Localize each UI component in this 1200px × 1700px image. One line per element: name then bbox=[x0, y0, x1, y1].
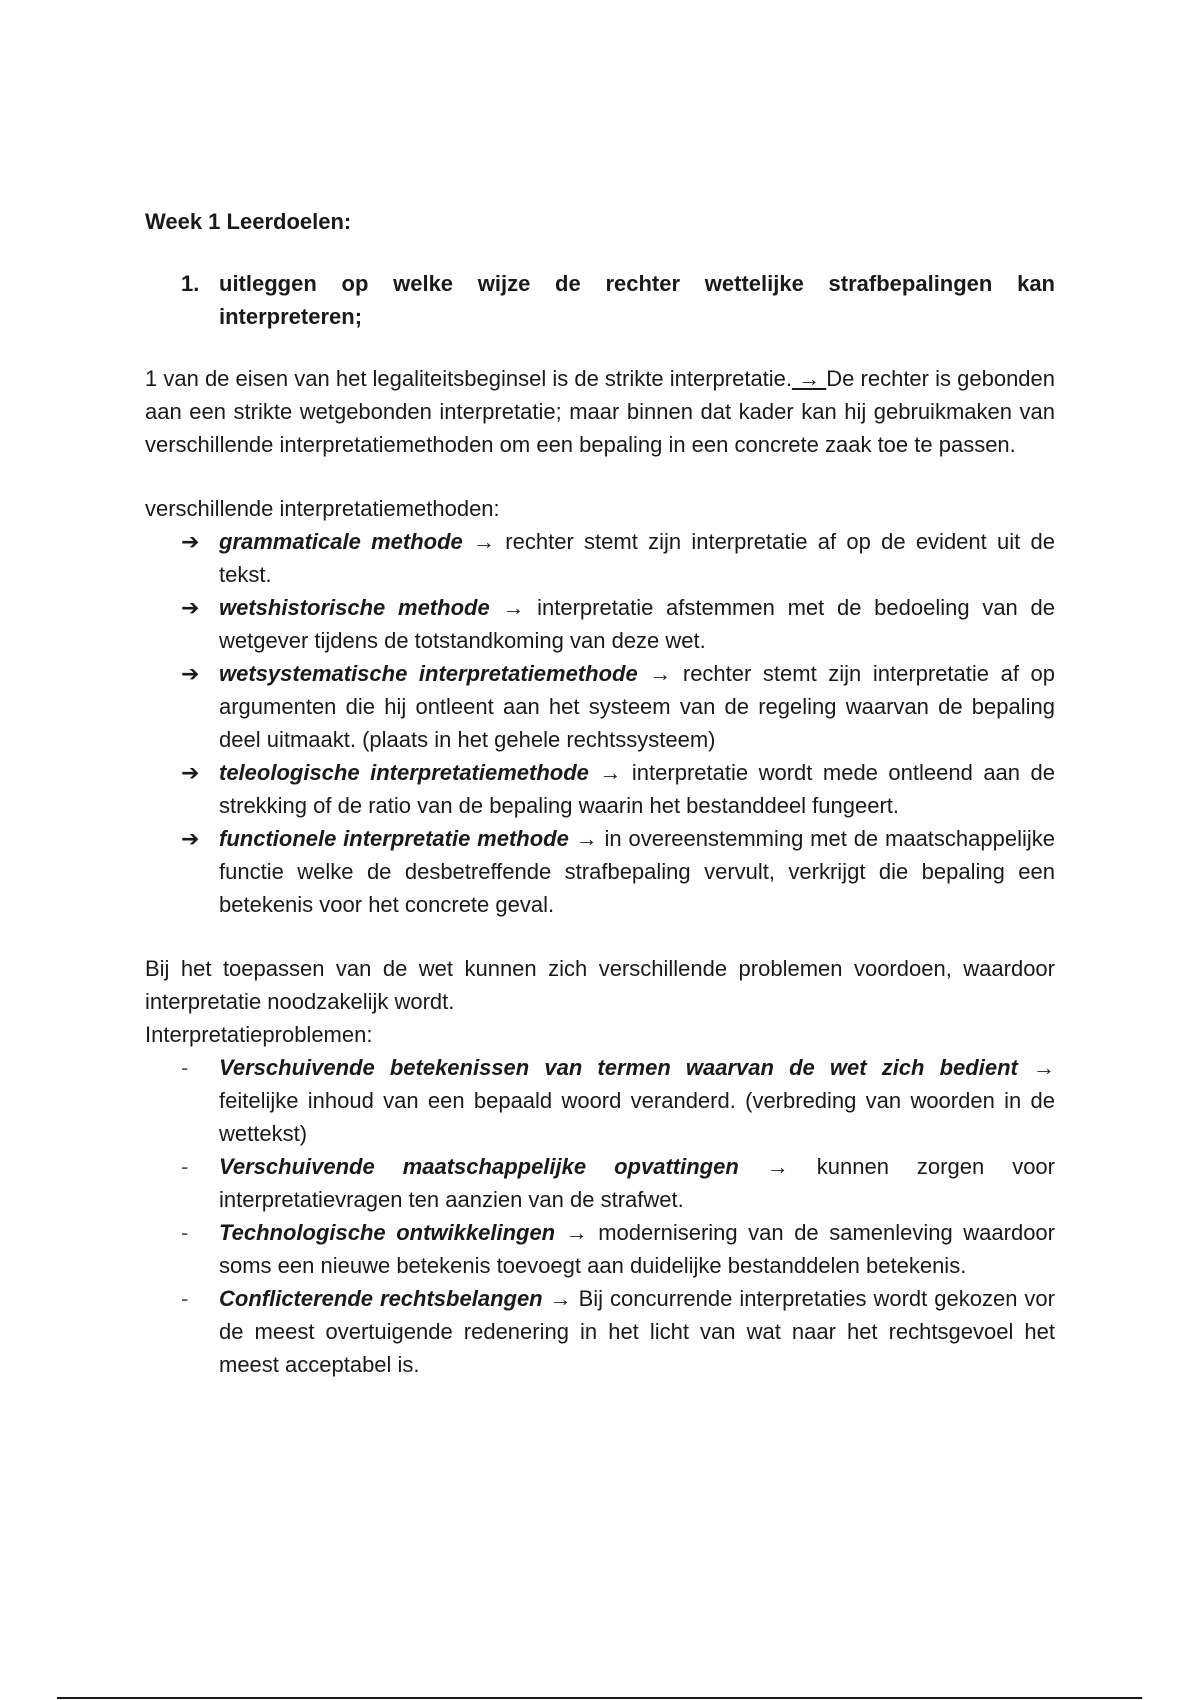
page-title: Week 1 Leerdoelen: bbox=[145, 209, 352, 234]
list-item bbox=[145, 1051, 1055, 1150]
problem-description: → Bij concurrende interpretaties wordt gekozen vor de meest overtuigende redenering in het licht van wat naar het rechtsgevoel het meest acceptabel is. bbox=[219, 1286, 1055, 1377]
method-description: → in overeenstemming met de maatschappelijke functie welke de desbetreffende strafbepaling vervult, verkrijgt die bepaling een betekenis voor het concrete geval. bbox=[219, 826, 1055, 917]
arrow-bullet-icon: ➔ bbox=[181, 595, 200, 620]
method-term: wetsystematische interpretatiemethode bbox=[219, 661, 638, 686]
methods-list bbox=[145, 525, 1055, 921]
method-term: functionele interpretatie methode bbox=[219, 826, 569, 851]
problem-description: → feitelijke inhoud van een bepaald woord veranderd. (verbreding van woorden in de wettekst) bbox=[219, 1055, 1055, 1146]
dash-bullet-icon: - bbox=[181, 1286, 189, 1311]
method-term: wetshistorische methode bbox=[219, 595, 490, 620]
list-item bbox=[145, 1150, 1055, 1216]
arrow-bullet-icon: ➔ bbox=[181, 760, 200, 785]
dash-bullet-icon: - bbox=[181, 1055, 189, 1080]
arrow-bullet-icon: ➔ bbox=[181, 661, 200, 686]
problems-list bbox=[145, 1051, 1055, 1381]
problem-term: Verschuivende betekenissen van termen waarvan de wet zich bedient bbox=[219, 1055, 1018, 1080]
list-item bbox=[145, 591, 1055, 657]
learning-goal-number: 1. bbox=[181, 271, 200, 296]
list-item bbox=[145, 525, 1055, 591]
list-item bbox=[145, 756, 1055, 822]
problem-term: Technologische ontwikkelingen bbox=[219, 1220, 556, 1245]
method-description: → rechter stemt zijn interpretatie af op argumenten die hij ontleent aan het systeem van de regeling waarvan de bepaling deel uitmaakt. (plaats in het gehele rechtssysteem) bbox=[219, 661, 1055, 752]
list-item bbox=[145, 1216, 1055, 1282]
methods-label: verschillende interpretatiemethoden: bbox=[145, 496, 500, 521]
arrow-bullet-icon: ➔ bbox=[181, 529, 200, 554]
method-description: → interpretatie afstemmen met de bedoeling van de wetgever tijdens de totstandkoming van deze wet. bbox=[219, 595, 1055, 653]
intro-paragraph bbox=[145, 362, 1055, 461]
list-item bbox=[145, 1282, 1055, 1381]
method-term: grammaticale methode bbox=[219, 529, 463, 554]
method-term: teleologische interpretatiemethode bbox=[219, 760, 589, 785]
method-description: → rechter stemt zijn interpretatie af op de evident uit de tekst. bbox=[219, 529, 1055, 587]
problem-description: → modernisering van de samenleving waardoor soms een nieuwe betekenis toevoegt aan duidelijke bestanddelen betekenis. bbox=[219, 1220, 1055, 1278]
list-item bbox=[145, 657, 1055, 756]
learning-goal bbox=[145, 267, 1055, 333]
list-item bbox=[145, 822, 1055, 921]
dash-bullet-icon: - bbox=[181, 1154, 189, 1179]
document-page bbox=[145, 205, 1055, 1381]
problems-label: Interpretatieproblemen: bbox=[145, 1022, 373, 1047]
problem-term: Verschuivende maatschappelijke opvattingen bbox=[219, 1154, 739, 1179]
method-description: → interpretatie wordt mede ontleend aan de strekking of de ratio van de bepaling waarin het bestanddeel fungeert. bbox=[219, 760, 1055, 818]
learning-goal-text: uitleggen op welke wijze de rechter wettelijke strafbepalingen kan interpreteren; bbox=[219, 271, 1055, 329]
problem-description: → kunnen zorgen voor interpretatievragen ten aanzien van de strafwet. bbox=[219, 1154, 1055, 1212]
dash-bullet-icon: - bbox=[181, 1220, 189, 1245]
page-bottom-divider bbox=[57, 1697, 1142, 1699]
intro-arrow: → bbox=[792, 366, 827, 391]
problem-term: Conflicterende rechtsbelangen bbox=[219, 1286, 543, 1311]
intro-text-after: De rechter is gebonden aan een strikte wetgebonden interpretatie; maar binnen dat kader kan hij gebruikmaken van verschillende interpretatiemethoden om een bepaling in een concrete zaak toe te passen. bbox=[145, 366, 1056, 457]
arrow-bullet-icon: ➔ bbox=[181, 826, 200, 851]
intro-text-before: 1 van de eisen van het legaliteitsbeginsel is de strikte interpretatie. bbox=[145, 366, 793, 391]
problems-intro: Bij het toepassen van de wet kunnen zich verschillende problemen voordoen, waardoor interpretatie noodzakelijk wordt. bbox=[145, 956, 1055, 1014]
